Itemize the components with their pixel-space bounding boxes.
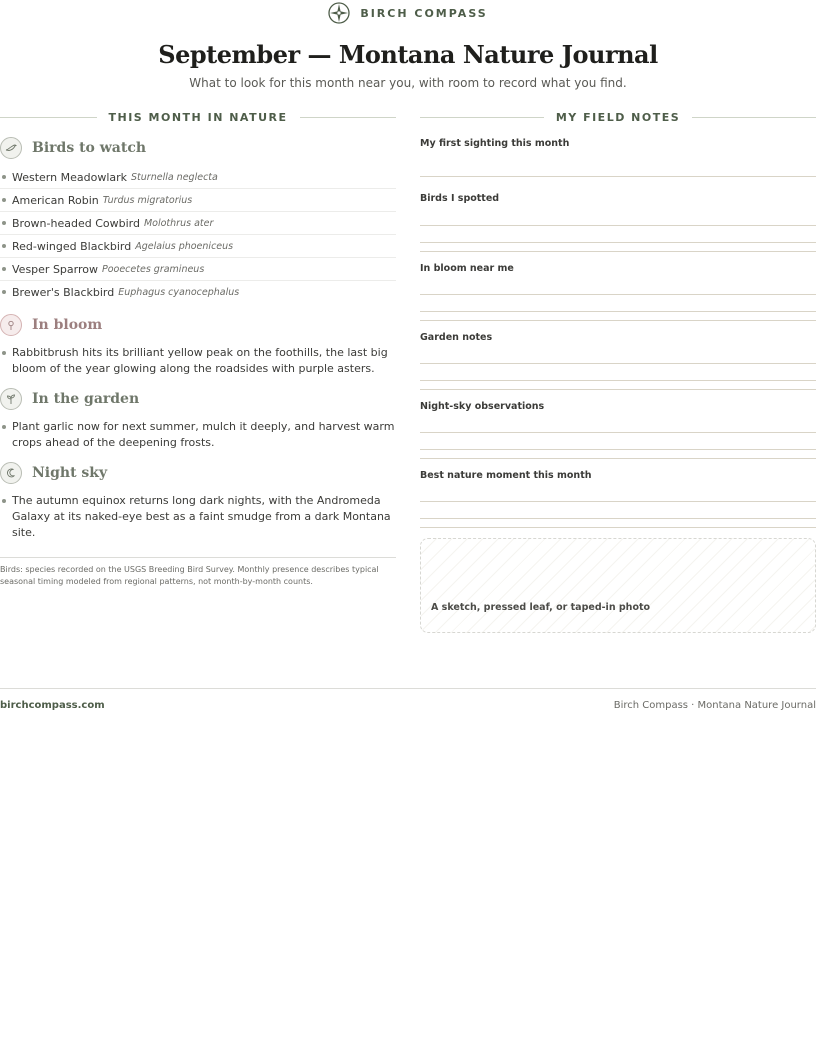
- brand-name: BIRCH COMPASS: [360, 6, 488, 20]
- note-field-label: Night-sky observations: [420, 401, 545, 412]
- note-field-night-sky: [420, 401, 816, 459]
- divider: [692, 117, 816, 118]
- note-field-garden: [420, 332, 816, 390]
- writing-line[interactable]: [420, 527, 816, 528]
- bird-common-name: Brown-headed Cowbird: [12, 216, 140, 230]
- compass-icon: [328, 2, 350, 24]
- field-notes-header: [420, 108, 816, 126]
- list-item: [0, 166, 396, 189]
- garden-text: Plant garlic now for next summer, mulch it deeply, and harvest warm crops ahead of the deepening frosts.: [12, 420, 395, 449]
- bird-common-name: Vesper Sparrow: [12, 262, 98, 276]
- bullet: [2, 351, 6, 355]
- writing-line[interactable]: [420, 458, 816, 459]
- footer-website: birchcompass.com: [0, 699, 105, 711]
- writing-line[interactable]: [420, 320, 816, 321]
- list-item: [0, 235, 396, 258]
- bloom-section-title: In bloom: [32, 317, 103, 333]
- bird-scientific-name: Turdus migratorius: [102, 194, 193, 206]
- bullet: [2, 425, 6, 429]
- writing-line[interactable]: [420, 389, 816, 390]
- brand-header: [0, 0, 816, 26]
- list-item: [0, 419, 396, 451]
- nature-column-heading: THIS MONTH IN NATURE: [108, 110, 288, 124]
- note-field-best-moment: [420, 470, 816, 528]
- sky-text: The autumn equinox returns long dark nights, with the Andromeda Galaxy at its naked-eye best as a faint smudge from a dark Montana site.: [12, 494, 391, 539]
- bullet: [2, 499, 6, 503]
- sky-section-title: Night sky: [32, 465, 108, 481]
- field-notes-column: [420, 108, 816, 633]
- bloom-text: Rabbitbrush hits its brilliant yellow peak on the foothills, the last big bloom of the year glowing along the roadsides with purple asters.: [12, 346, 388, 375]
- footer-credit: Birch Compass · Montana Nature Journal: [613, 699, 816, 711]
- note-field-label: Best nature moment this month: [420, 470, 592, 481]
- bird-scientific-name: Molothrus ater: [143, 217, 214, 229]
- writing-line[interactable]: [420, 251, 816, 252]
- list-item: [0, 212, 396, 235]
- bird-scientific-name: Euphagus cyanocephalus: [118, 286, 240, 298]
- bird-common-name: Western Meadowlark: [12, 170, 128, 184]
- birds-section-header: [0, 136, 396, 160]
- bloom-section-header: [0, 313, 396, 337]
- sprout-icon: [0, 388, 22, 410]
- bird-scientific-name: Sturnella neglecta: [131, 171, 218, 183]
- bullet: [2, 290, 6, 294]
- page-title: September — Montana Nature Journal: [158, 40, 658, 69]
- bullet: [2, 175, 6, 179]
- list-item: [0, 493, 396, 541]
- sketch-box[interactable]: [420, 538, 816, 633]
- footnote: Birds: species recorded on the USGS Breeding Bird Survey. Monthly presence describes typical seasonal timing modeled from regional patterns, not month-by-month counts.: [0, 557, 396, 588]
- divider: [300, 117, 397, 118]
- bullet: [2, 198, 6, 202]
- note-field-label: My first sighting this month: [420, 138, 570, 149]
- flower-icon: [0, 314, 22, 336]
- writing-line[interactable]: [420, 176, 816, 177]
- bird-common-name: Red-winged Blackbird: [12, 239, 132, 253]
- note-field-label: In bloom near me: [420, 263, 514, 274]
- list-item: [0, 189, 396, 212]
- garden-section-title: In the garden: [32, 391, 140, 407]
- field-notes-heading: MY FIELD NOTES: [555, 110, 681, 124]
- moon-icon: [0, 462, 22, 484]
- note-field-first-sighting: [420, 138, 816, 177]
- sky-section-header: [0, 461, 396, 485]
- note-field-birds: [420, 193, 816, 252]
- bird-common-name: Brewer's Blackbird: [12, 285, 115, 299]
- bullet: [2, 221, 6, 225]
- note-field-bloom: [420, 263, 816, 321]
- sketch-box-label: A sketch, pressed leaf, or taped-in photo: [431, 602, 651, 613]
- bird-icon: [0, 137, 22, 159]
- list-item: [0, 345, 396, 377]
- note-field-label: Birds I spotted: [420, 193, 500, 204]
- garden-section-header: [0, 387, 396, 411]
- bullet: [2, 244, 6, 248]
- list-item: [0, 258, 396, 281]
- bird-scientific-name: Agelaius phoeniceus: [135, 240, 234, 252]
- nature-column-header: [0, 108, 396, 126]
- list-item: [0, 281, 396, 303]
- bird-list: [0, 166, 396, 303]
- divider: [0, 117, 97, 118]
- birds-section-title: Birds to watch: [32, 140, 147, 156]
- bird-scientific-name: Pooecetes gramineus: [101, 263, 205, 275]
- bullet: [2, 267, 6, 271]
- note-field-label: Garden notes: [420, 332, 493, 343]
- divider: [420, 117, 544, 118]
- bird-common-name: American Robin: [12, 193, 99, 207]
- page-footer: [0, 688, 816, 721]
- nature-column: [0, 108, 396, 588]
- page-subtitle: What to look for this month near you, with room to record what you find.: [189, 76, 627, 90]
